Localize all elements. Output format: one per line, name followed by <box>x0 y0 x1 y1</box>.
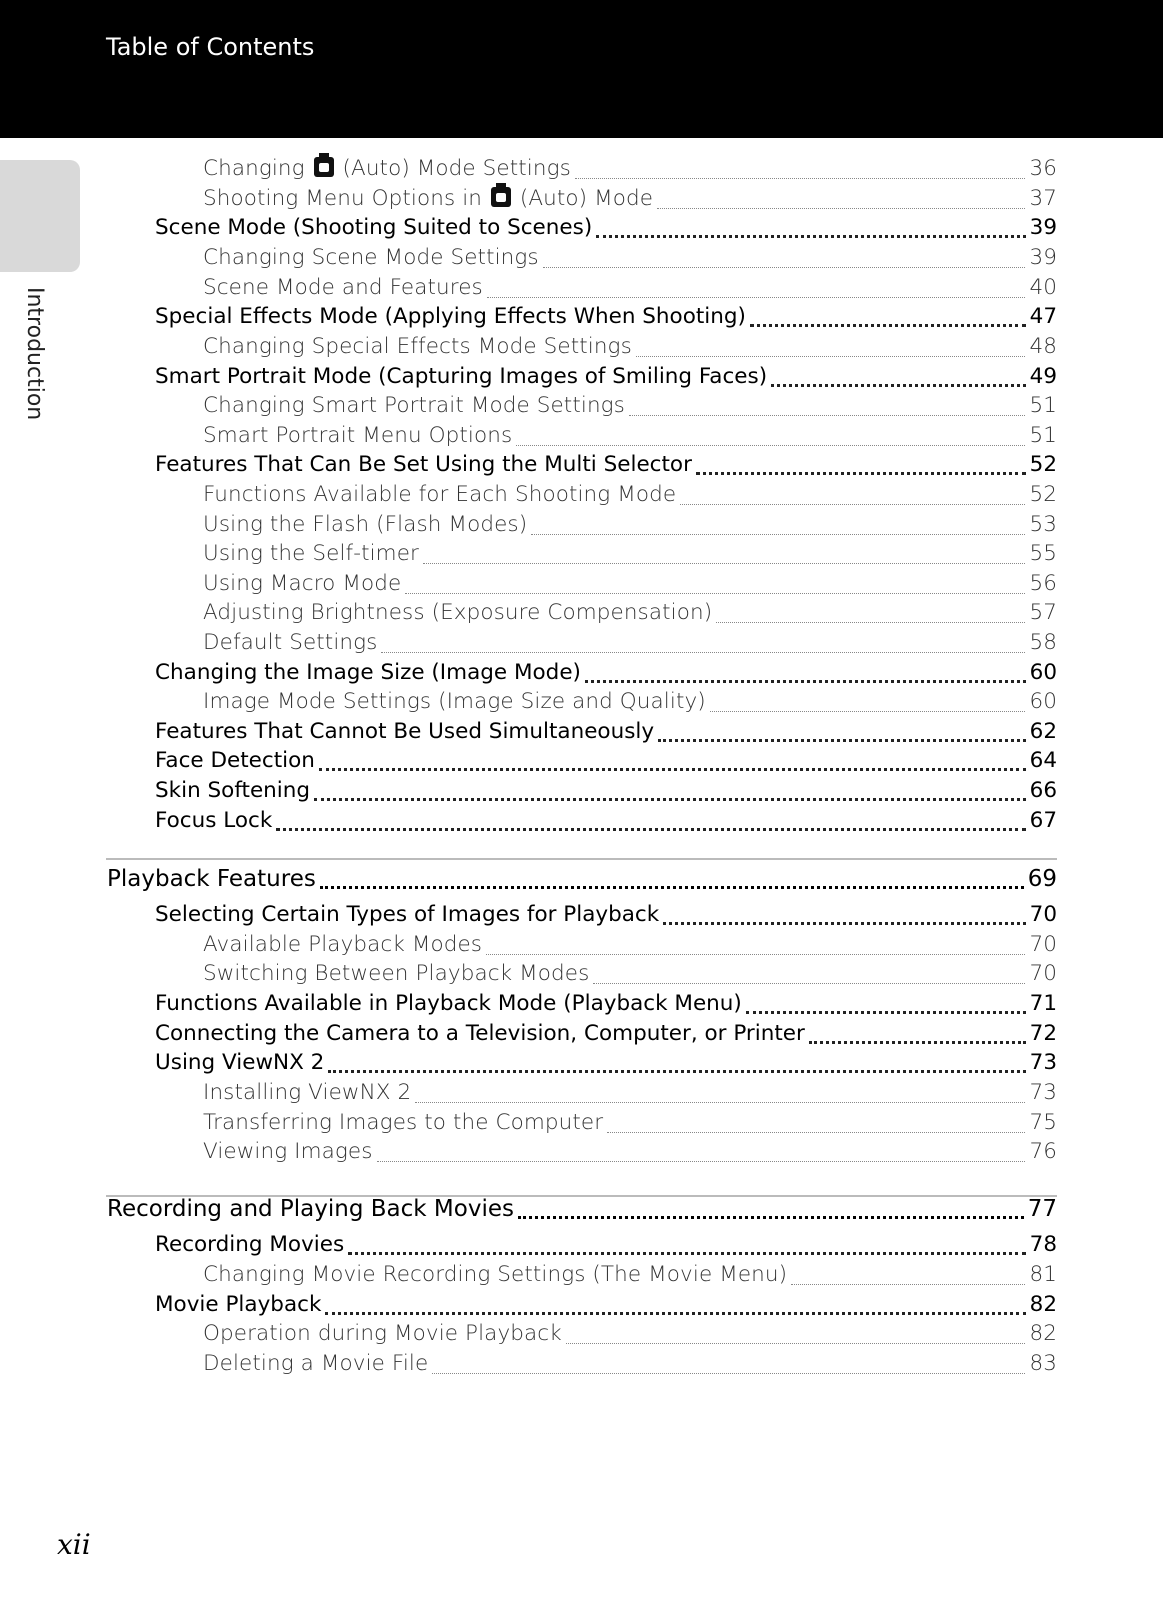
dot-leader <box>680 504 1025 505</box>
toc-entry[interactable] <box>155 1021 1057 1051</box>
dot-leader <box>423 563 1025 564</box>
toc-subentry[interactable] <box>203 541 1057 571</box>
toc-subentry[interactable] <box>203 1262 1057 1292</box>
toc-subentry[interactable] <box>203 156 1057 186</box>
toc-subentry[interactable] <box>203 1321 1057 1351</box>
toc-page-number: 82 <box>1029 1292 1057 1317</box>
toc-entry-title: Using the Self-timer <box>203 541 419 566</box>
toc-page-number: 83 <box>1029 1351 1057 1376</box>
dot-leader <box>516 445 1025 446</box>
toc-entry-title: Adjusting Brightness (Exposure Compensation) <box>203 600 713 625</box>
toc-entry-title: Recording and Playing Back Movies <box>107 1196 514 1222</box>
toc-entry-title: Functions Available for Each Shooting Mode <box>203 482 677 507</box>
dot-leader <box>593 983 1025 984</box>
toc-entry-title: Installing ViewNX 2 <box>203 1080 412 1105</box>
toc-entry-title: Default Settings <box>203 630 378 655</box>
toc-entry-title: Functions Available in Playback Mode (Playback Menu) <box>155 991 742 1016</box>
dot-leader <box>325 1312 1025 1315</box>
dot-leader <box>746 1011 1026 1014</box>
toc-entry[interactable] <box>155 991 1057 1021</box>
dot-leader <box>319 768 1026 771</box>
toc-subentry[interactable] <box>203 1080 1057 1110</box>
toc-page-number: 53 <box>1029 512 1057 537</box>
dot-leader <box>657 208 1025 209</box>
toc-entry-title: Changing the Image Size (Image Mode) <box>155 660 581 685</box>
dot-leader <box>636 356 1026 357</box>
toc-entry-title: Changing Special Effects Mode Settings <box>203 334 632 359</box>
toc-entry-title: Playback Features <box>107 866 316 892</box>
toc-entry[interactable] <box>155 452 1057 482</box>
dot-leader <box>377 1161 1026 1162</box>
dot-leader <box>276 828 1025 831</box>
toc-entry[interactable] <box>155 1050 1057 1080</box>
dot-leader <box>791 1284 1025 1285</box>
dot-leader <box>405 593 1025 594</box>
toc-entry[interactable] <box>155 778 1057 808</box>
dot-leader <box>629 415 1025 416</box>
toc-entry-title: Recording Movies <box>155 1232 345 1257</box>
toc-entry-title: Switching Between Playback Modes <box>203 961 590 986</box>
camera-auto-mode-icon <box>314 157 334 177</box>
toc-page-number: 69 <box>1027 866 1057 892</box>
toc-subentry[interactable] <box>203 571 1057 601</box>
toc-entry-title: Changing Scene Mode Settings <box>203 245 539 270</box>
toc-page-number: 37 <box>1029 186 1057 211</box>
toc-entry[interactable] <box>155 1232 1057 1262</box>
toc-subentry[interactable] <box>203 423 1057 453</box>
toc-subentry[interactable] <box>203 689 1057 719</box>
toc-subentry[interactable] <box>203 630 1057 660</box>
toc-page-number: 57 <box>1029 600 1057 625</box>
toc-page-number: 36 <box>1029 156 1057 181</box>
toc-subentry[interactable] <box>203 1110 1057 1140</box>
toc-entry-title: Operation during Movie Playback <box>203 1321 562 1346</box>
toc-entry-title: Viewing Images <box>203 1139 373 1164</box>
camera-auto-mode-icon <box>491 187 511 207</box>
toc-subentry[interactable] <box>203 1351 1057 1381</box>
toc-entry-title: Scene Mode (Shooting Suited to Scenes) <box>155 215 593 240</box>
toc-page-number: 76 <box>1029 1139 1057 1164</box>
toc-page-number: 39 <box>1029 245 1057 270</box>
toc-page-number: 51 <box>1029 423 1057 448</box>
page-title: Table of Contents <box>106 33 315 61</box>
dot-leader <box>710 711 1026 712</box>
toc-entry-title: Features That Can Be Set Using the Multi Selector <box>155 452 692 477</box>
toc-entry-title: Smart Portrait Menu Options <box>203 423 513 448</box>
dot-leader <box>658 739 1026 742</box>
toc-entry[interactable] <box>155 364 1057 394</box>
toc-page-number: 47 <box>1029 304 1057 329</box>
toc-section[interactable] <box>107 1196 1057 1226</box>
toc-subentry[interactable] <box>203 482 1057 512</box>
toc-page-number: 73 <box>1029 1050 1057 1075</box>
toc-subentry[interactable] <box>203 334 1057 364</box>
toc-entry-title: Features That Cannot Be Used Simultaneously <box>155 719 655 744</box>
section-tab[interactable] <box>0 160 80 272</box>
toc-entry-title: Shooting Menu Options in (Auto) Mode <box>203 186 654 211</box>
toc-entry-title: Changing Smart Portrait Mode Settings <box>203 393 625 418</box>
toc-entry[interactable] <box>155 902 1057 932</box>
toc-page-number: 62 <box>1029 719 1057 744</box>
toc-entry-title: Scene Mode and Features <box>203 275 483 300</box>
toc-page-number: 70 <box>1029 902 1057 927</box>
toc-page-number: 81 <box>1029 1262 1057 1287</box>
dot-leader <box>415 1102 1025 1103</box>
toc-page-number: 51 <box>1029 393 1057 418</box>
toc-page-number: 52 <box>1029 482 1057 507</box>
dot-leader <box>320 886 1024 889</box>
toc-subentry[interactable] <box>203 245 1057 275</box>
toc-entry-title: Using the Flash (Flash Modes) <box>203 512 528 537</box>
dot-leader <box>518 1216 1024 1219</box>
toc-entry-title: Available Playback Modes <box>203 932 483 957</box>
page-number: xii <box>57 1528 91 1561</box>
toc-page-number: 58 <box>1029 630 1057 655</box>
toc-page-number: 82 <box>1029 1321 1057 1346</box>
toc-entry-title: Skin Softening <box>155 778 311 803</box>
dot-leader <box>809 1041 1026 1044</box>
toc-subentry[interactable] <box>203 512 1057 542</box>
toc-entry-title: Face Detection <box>155 748 315 773</box>
toc-page-number: 73 <box>1029 1080 1057 1105</box>
toc-entry[interactable] <box>155 808 1057 838</box>
dot-leader <box>696 472 1026 475</box>
section-divider <box>106 858 1057 860</box>
toc-entry-title: Changing (Auto) Mode Settings <box>203 156 571 181</box>
toc-entry[interactable] <box>155 215 1057 245</box>
header-bar <box>0 0 1163 138</box>
toc-entry-title: Focus Lock <box>155 808 273 833</box>
toc-entry[interactable] <box>155 748 1057 778</box>
toc-page-number: 40 <box>1029 275 1057 300</box>
toc-section[interactable] <box>107 866 1057 896</box>
toc-page-number: 72 <box>1029 1021 1057 1046</box>
toc-subentry[interactable] <box>203 932 1057 962</box>
toc-entry[interactable] <box>155 660 1057 690</box>
toc-page-number: 64 <box>1029 748 1057 773</box>
dot-leader <box>663 922 1025 925</box>
toc-entry-title: Deleting a Movie File <box>203 1351 429 1376</box>
toc-page-number: 49 <box>1029 364 1057 389</box>
dot-leader <box>432 1373 1025 1374</box>
dot-leader <box>348 1252 1025 1255</box>
toc-subentry[interactable] <box>203 393 1057 423</box>
toc-entry[interactable] <box>155 1292 1057 1322</box>
toc-entry-title-suffix: (Auto) Mode Settings <box>335 156 571 181</box>
toc-page-number: 60 <box>1029 660 1057 685</box>
dot-leader <box>328 1070 1025 1073</box>
dot-leader <box>575 178 1026 179</box>
toc-subentry[interactable] <box>203 1139 1057 1169</box>
toc-entry[interactable] <box>155 719 1057 749</box>
toc-subentry[interactable] <box>203 961 1057 991</box>
toc-entry-title: Movie Playback <box>155 1292 322 1317</box>
toc-page-number: 71 <box>1029 991 1057 1016</box>
toc-page-number: 75 <box>1029 1110 1057 1135</box>
dot-leader <box>531 534 1025 535</box>
dot-leader <box>381 652 1025 653</box>
toc-page-number: 67 <box>1029 808 1057 833</box>
toc-entry-title: Changing Movie Recording Settings (The Movie Menu) <box>203 1262 788 1287</box>
toc-entry-title: Selecting Certain Types of Images for Playback <box>155 902 660 927</box>
toc-entry-title: Using Macro Mode <box>203 571 402 596</box>
toc-subentry[interactable] <box>203 275 1057 305</box>
dot-leader <box>543 267 1026 268</box>
toc-entry-title: Smart Portrait Mode (Capturing Images of Smiling Faces) <box>155 364 768 389</box>
section-tab-label: Introduction <box>22 287 47 421</box>
toc-entry-title: Transferring Images to the Computer <box>203 1110 604 1135</box>
toc-page-number: 70 <box>1029 961 1057 986</box>
toc-page-number: 48 <box>1029 334 1057 359</box>
dot-leader <box>486 954 1025 955</box>
toc-page-number: 39 <box>1029 215 1057 240</box>
toc-entry-title-suffix: (Auto) Mode <box>512 186 654 211</box>
toc-entry-title: Image Mode Settings (Image Size and Quality) <box>203 689 706 714</box>
dot-leader <box>596 235 1025 238</box>
toc-page-number: 78 <box>1029 1232 1057 1257</box>
toc-page-number: 77 <box>1027 1196 1057 1222</box>
dot-leader <box>607 1132 1025 1133</box>
section-divider <box>106 1195 1057 1197</box>
toc-entry[interactable] <box>155 304 1057 334</box>
dot-leader <box>566 1343 1026 1344</box>
dot-leader <box>771 384 1026 387</box>
toc-entry-title: Connecting the Camera to a Television, Computer, or Printer <box>155 1021 805 1046</box>
toc-entry-title: Using ViewNX 2 <box>155 1050 325 1075</box>
toc-subentry[interactable] <box>203 186 1057 216</box>
toc-page-number: 56 <box>1029 571 1057 596</box>
toc-page-number: 70 <box>1029 932 1057 957</box>
toc-page-number: 55 <box>1029 541 1057 566</box>
toc-page-number: 52 <box>1029 452 1057 477</box>
toc-subentry[interactable] <box>203 600 1057 630</box>
dot-leader <box>716 622 1025 623</box>
toc-page-number: 66 <box>1029 778 1057 803</box>
toc-entry-title: Special Effects Mode (Applying Effects When Shooting) <box>155 304 746 329</box>
dot-leader <box>750 324 1026 327</box>
toc-page-number: 60 <box>1029 689 1057 714</box>
dot-leader <box>314 798 1026 801</box>
dot-leader <box>487 297 1026 298</box>
dot-leader <box>585 680 1026 683</box>
